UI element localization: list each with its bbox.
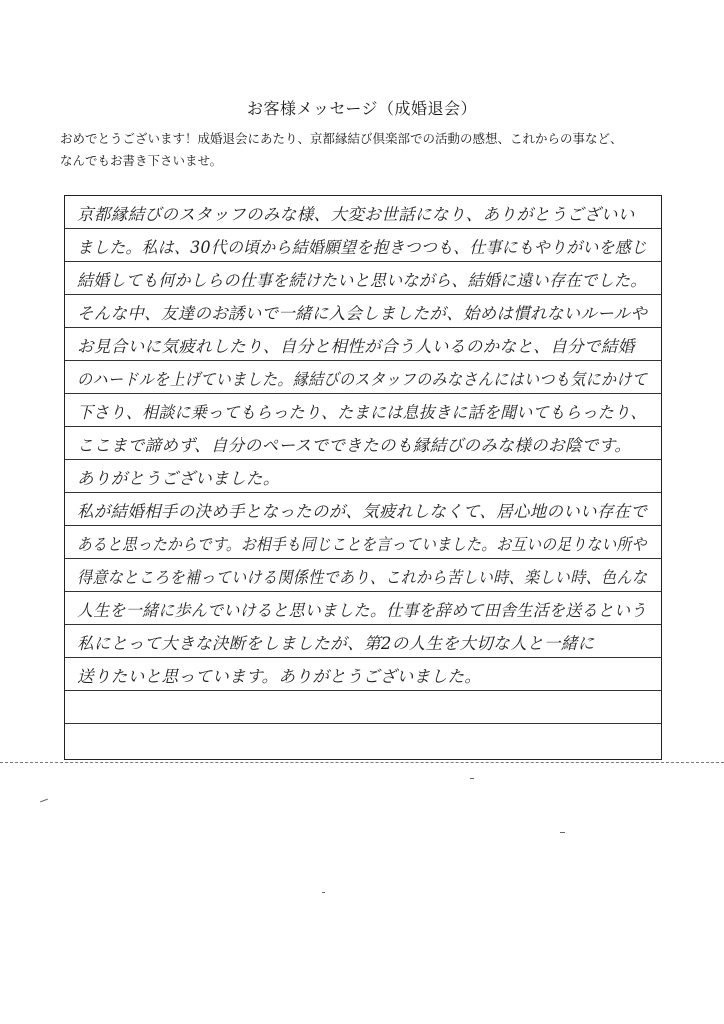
- handwritten-line: 人生を一緒に歩んでいけると思いました。仕事を辞めて田舎生活を送るという: [77, 601, 647, 620]
- ruled-row: [65, 229, 661, 262]
- intro-line-2: なんでもお書き下さいませ。: [60, 153, 223, 168]
- scan-edge-line: [0, 762, 724, 763]
- scan-speck: [322, 892, 325, 893]
- handwritten-line: そんな中、友達のお誘いで一緒に入会しましたが、始めは慣れないルールや: [77, 304, 648, 323]
- handwritten-line: ました。私は、30代の頃から結婚願望を抱きつつも、仕事にもやりがいを感じ: [77, 238, 648, 257]
- handwritten-line: 下さり、相談に乗ってもらったり、たまには息抜きに話を聞いてもらったり、: [77, 403, 647, 422]
- handwritten-line: お見合いに気疲れしたり、自分と相性が合う人いるのかなと、自分で結婚: [77, 337, 635, 356]
- ruled-row: [65, 295, 661, 328]
- handwritten-line: あると思ったからです。お相手も同じことを言っていました。お互いの足りない所や: [77, 535, 647, 554]
- message-sheet: [64, 195, 662, 760]
- handwritten-line: のハードルを上げていました。縁結びのスタッフのみなさんにはいつも気にかけて: [77, 370, 648, 389]
- ruled-row: [65, 361, 661, 394]
- ruled-row: [65, 724, 661, 757]
- ruled-row: [65, 460, 661, 493]
- scan-speck: [40, 799, 48, 803]
- form-intro: [60, 128, 680, 172]
- ruled-row: [65, 559, 661, 592]
- ruled-row: [65, 691, 661, 724]
- scan-speck: [470, 778, 474, 779]
- scan-speck: [560, 832, 565, 833]
- intro-line-1: おめでとうございます！成婚退会にあたり、京都縁結び倶楽部での活動の感想、これからの事など、: [60, 131, 623, 146]
- handwritten-line: 京都縁結びのスタッフのみな様、大変お世話になり、ありがとうございい: [77, 205, 635, 224]
- handwritten-line: 得意なところを補っていける関係性であり、これから苦しい時、楽しい時、色んな: [77, 568, 648, 587]
- handwritten-line: 私にとって大きな決断をしましたが、第2の人生を大切な人と一緒に: [77, 634, 595, 653]
- ruled-row: [65, 394, 661, 427]
- ruled-row: [65, 262, 661, 295]
- handwritten-line: 結婚しても何かしらの仕事を続けたいと思いながら、結婚に遠い存在でした。: [77, 271, 647, 290]
- ruled-row: [65, 625, 661, 658]
- ruled-row: [65, 592, 661, 625]
- ruled-row: [65, 658, 661, 691]
- handwritten-line: ここまで諦めず、自分のペースでできたのも縁結びのみな様のお陰です。: [77, 436, 632, 455]
- handwritten-line: 私が結婚相手の決め手となったのが、気疲れしなくて、居心地のいい存在で: [77, 502, 648, 521]
- ruled-row: [65, 427, 661, 460]
- ruled-row: [65, 196, 661, 229]
- ruled-row: [65, 526, 661, 559]
- handwritten-line: ありがとうございました。: [77, 469, 280, 488]
- handwritten-line: 送りたいと思っています。ありがとうございました。: [77, 667, 482, 686]
- form-title: お客様メッセージ（成婚退会）: [246, 99, 478, 118]
- ruled-row: [65, 328, 661, 361]
- ruled-row: [65, 493, 661, 526]
